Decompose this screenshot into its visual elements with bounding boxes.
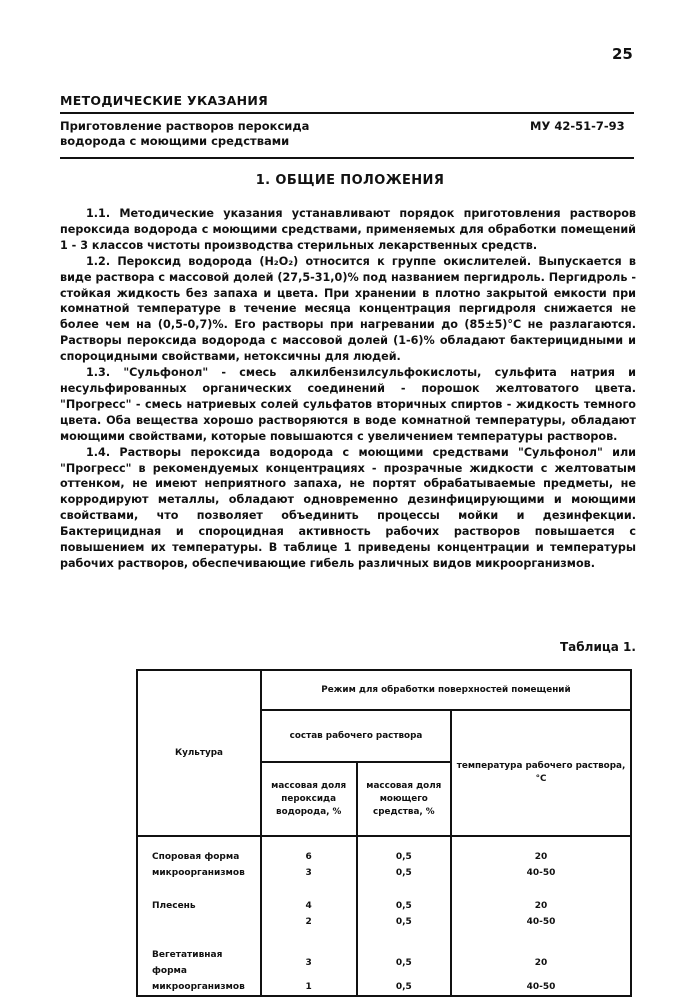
- cell-culture: [137, 914, 261, 930]
- cell-culture: Вегетативная форма: [137, 947, 261, 979]
- paragraph-1-1: 1.1. Методические указания устанавливают порядок приготовления растворов пероксида водорода с моющими средствами, применяемых для обработки помещений 1 - 3 классов чистоты производства стерильных лекарственных средств.: [60, 207, 636, 252]
- cell-detergent: 0,5: [357, 914, 452, 930]
- cell-temperature: 40-50: [451, 865, 631, 881]
- culture-header: Культура: [137, 670, 261, 836]
- cell-detergent: 0,5: [357, 979, 452, 996]
- cell-detergent: [357, 930, 452, 947]
- cell-culture: микроорганизмов: [137, 865, 261, 881]
- temperature-header: температура рабочего раствора, °С: [451, 710, 631, 836]
- cell-peroxide: 2: [261, 914, 357, 930]
- cell-peroxide: 1: [261, 979, 357, 996]
- section-title: МЕТОДИЧЕСКИЕ УКАЗАНИЯ: [60, 93, 269, 108]
- table-row: [137, 898, 631, 914]
- section-heading: 1. ОБЩИЕ ПОЛОЖЕНИЯ: [255, 173, 445, 188]
- cell-detergent: 0,5: [357, 947, 452, 979]
- cell-peroxide: 3: [261, 947, 357, 979]
- cell-peroxide: 4: [261, 898, 357, 914]
- document-code: МУ 42-51-7-93: [530, 119, 625, 133]
- peroxide-header: массовая доля пероксида водорода, %: [261, 762, 357, 836]
- cell-culture: [137, 930, 261, 947]
- page-number: 25: [612, 45, 633, 63]
- body-text: [60, 206, 636, 572]
- data-table: [136, 669, 632, 997]
- table-header-row: [137, 670, 631, 710]
- table-row: [137, 979, 631, 996]
- table-row: [137, 914, 631, 930]
- document-subtitle: [60, 119, 309, 149]
- paragraph-1-4: 1.4. Растворы пероксида водорода с моющими средствами "Сульфонол" или "Прогресс" в рекомендуемых концентрациях - прозрачные жидкости с желтоватым оттенком, не имеют неприятного запаха, не портят обрабатываемые предметы, не корродируют металлы, обладают одновременно дезинфицирующими и моющими свойствами, что позволяет объединить процессы мойки и дезинфекции. Бактерицидная и спороцидная активность рабочих растворов повышается с повышением их температуры. В таблице 1 приведены концентрации и температуры рабочих растворов, обеспечивающие гибель различных видов микроорганизмов.: [60, 445, 636, 570]
- table-row: [137, 836, 631, 865]
- cell-temperature: 40-50: [451, 914, 631, 930]
- cell-culture: [137, 881, 261, 898]
- top-rule: [60, 112, 634, 114]
- mode-header: Режим для обработки поверхностей помещений: [261, 670, 631, 710]
- cell-culture: Споровая форма: [137, 836, 261, 865]
- table-row: [137, 947, 631, 979]
- composition-header: состав рабочего раствора: [261, 710, 451, 762]
- paragraph-1-3: 1.3. "Сульфонол" - смесь алкилбензилсульфокислоты, сульфита натрия и несульфированных органических соединений - порошок желтоватого цвета. "Прогресс" - смесь натриевых солей сульфатов вторичных спиртов - жидкость темного цвета. Оба вещества хорошо растворяются в воде комнатной температуры, обладают моющими свойствами, которые повышаются с увеличением температуры растворов.: [60, 366, 636, 443]
- cell-temperature: 20: [451, 898, 631, 914]
- cell-detergent: 0,5: [357, 836, 452, 865]
- cell-temperature: [451, 881, 631, 898]
- cell-temperature: 20: [451, 836, 631, 865]
- subtitle-line: водорода с моющими средствами: [60, 134, 290, 148]
- detergent-header: массовая доля моющего средства, %: [357, 762, 452, 836]
- cell-peroxide: [261, 930, 357, 947]
- paragraph-1-2: 1.2. Пероксид водорода (H₂O₂) относится к группе окислителей. Выпускается в виде раствора с массовой долей (27,5-31,0)% под названием пергидроль. Пергидроль - стойкая жидкость без запаха и цвета. При хранении в плотно закрытой емкости при комнатной температуре в течение месяца концентрация пергидроля снижается не более чем на (0,5-0,7)%. Его растворы при нагревании до (85±5)°С не разлагаются. Растворы пероксида водорода с массовой долей (1-6)% обладают бактерицидными и спороцидными свойствами, нетоксичны для людей.: [60, 254, 636, 364]
- header-rule: [60, 157, 634, 159]
- table-row: [137, 865, 631, 881]
- cell-temperature: [451, 930, 631, 947]
- cell-culture: Плесень: [137, 898, 261, 914]
- cell-temperature: 40-50: [451, 979, 631, 996]
- subtitle-line: Приготовление растворов пероксида: [60, 119, 310, 133]
- cell-peroxide: 3: [261, 865, 357, 881]
- cell-detergent: 0,5: [357, 898, 452, 914]
- table-spacer-row: [137, 930, 631, 947]
- cell-peroxide: [261, 881, 357, 898]
- cell-culture: микроорганизмов: [137, 979, 261, 996]
- table-caption: Таблица 1.: [560, 640, 636, 654]
- table-spacer-row: [137, 881, 631, 898]
- cell-temperature: 20: [451, 947, 631, 979]
- cell-detergent: [357, 881, 452, 898]
- cell-detergent: 0,5: [357, 865, 452, 881]
- cell-peroxide: 6: [261, 836, 357, 865]
